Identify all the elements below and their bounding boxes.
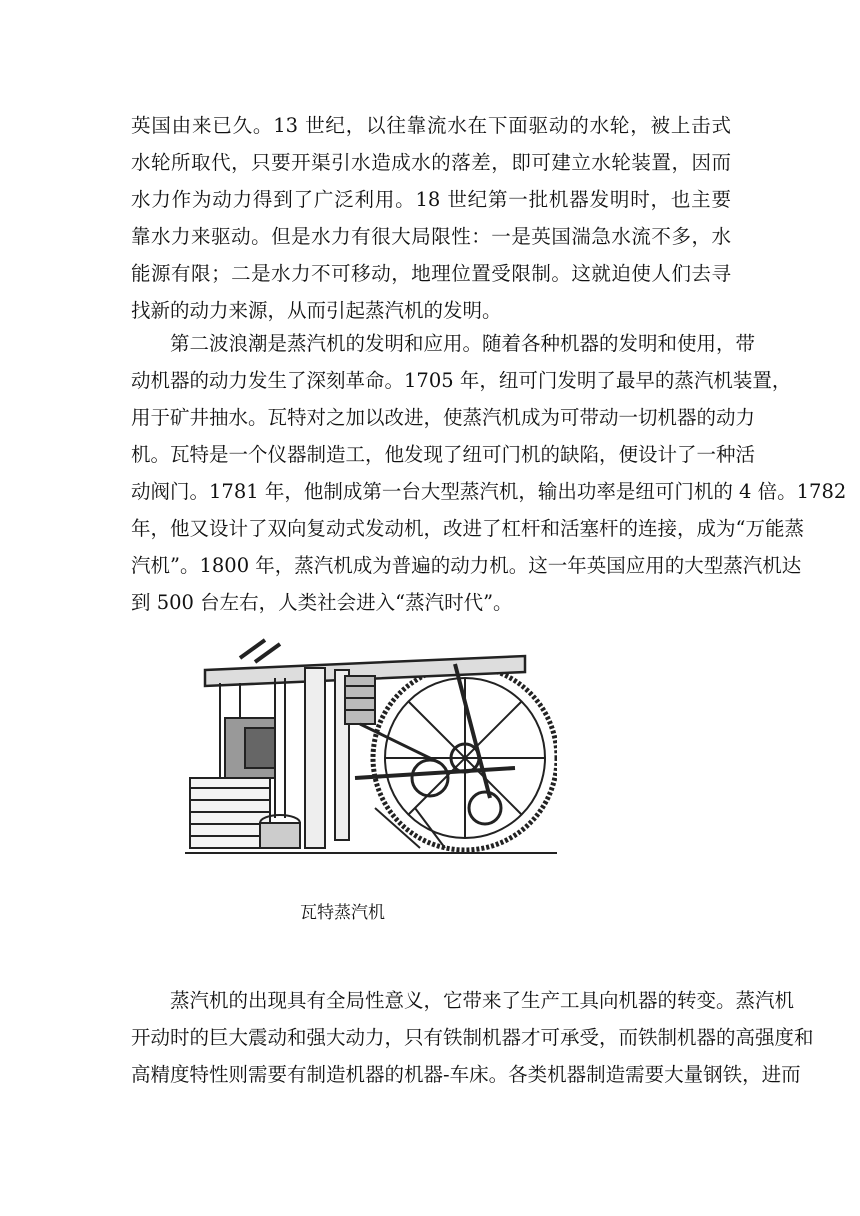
text-line: 能源有限；二是水力不可移动，地理位置受限制。这就迫使人们去寻 [131,262,731,285]
text-line: 蒸汽机的出现具有全局性意义，它带来了生产工具向机器的转变。蒸汽机 [170,989,795,1012]
figure-caption: 瓦特蒸汽机 [300,903,385,923]
text-line: 靠水力来驱动。但是水力有很大局限性：一是英国湍急水流不多，水 [131,225,731,248]
text-line: 动机器的动力发生了深刻革命。1705 年，纽可门发明了最早的蒸汽机装置， [131,369,792,392]
text-line: 用于矿井抽水。瓦特对之加以改进，使蒸汽机成为可带动一切机器的动力 [131,406,756,429]
text-line: 开动时的巨大震动和强大动力，只有铁制机器才可承受，而铁制机器的高强度和 [131,1026,814,1049]
paragraph-water-power [131,107,731,329]
text-line: 汽机”。1800 年，蒸汽机成为普遍的动力机。这一年英国应用的大型蒸汽机达 [131,554,802,577]
text-line: 第二波浪潮是蒸汽机的发明和应用。随着各种机器的发明和使用，带 [170,332,756,355]
text-line: 年，他又设计了双向复动式发动机，改进了杠杆和活塞杆的连接，成为“万能蒸 [131,517,804,540]
text-line: 高精度特性则需要有制造机器的机器-车床。各类机器制造需要大量钢铁，进而 [131,1063,801,1086]
text-line: 水力作为动力得到了广泛利用。18 世纪第一批机器发明时，也主要 [131,188,731,211]
text-line: 动阀门。1781 年，他制成第一台大型蒸汽机，输出功率是纽可门机的 4 倍。1782 [131,480,847,503]
text-line: 到 500 台左右，人类社会进入“蒸汽时代”。 [131,591,513,614]
watt-steam-engine-illustration [185,628,557,864]
text-line: 找新的动力来源，从而引起蒸汽机的发明。 [131,299,502,322]
text-line: 水轮所取代，只要开渠引水造成水的落差，即可建立水轮装置，因而 [131,151,731,174]
text-line: 英国由来已久。13 世纪，以往靠流水在下面驱动的水轮，被上击式 [131,114,731,137]
paragraph-steam-engine [131,325,847,621]
text-line: 机。瓦特是一个仪器制造工，他发现了纽可门机的缺陷，便设计了一种活 [131,443,756,466]
paragraph-significance [131,982,814,1093]
